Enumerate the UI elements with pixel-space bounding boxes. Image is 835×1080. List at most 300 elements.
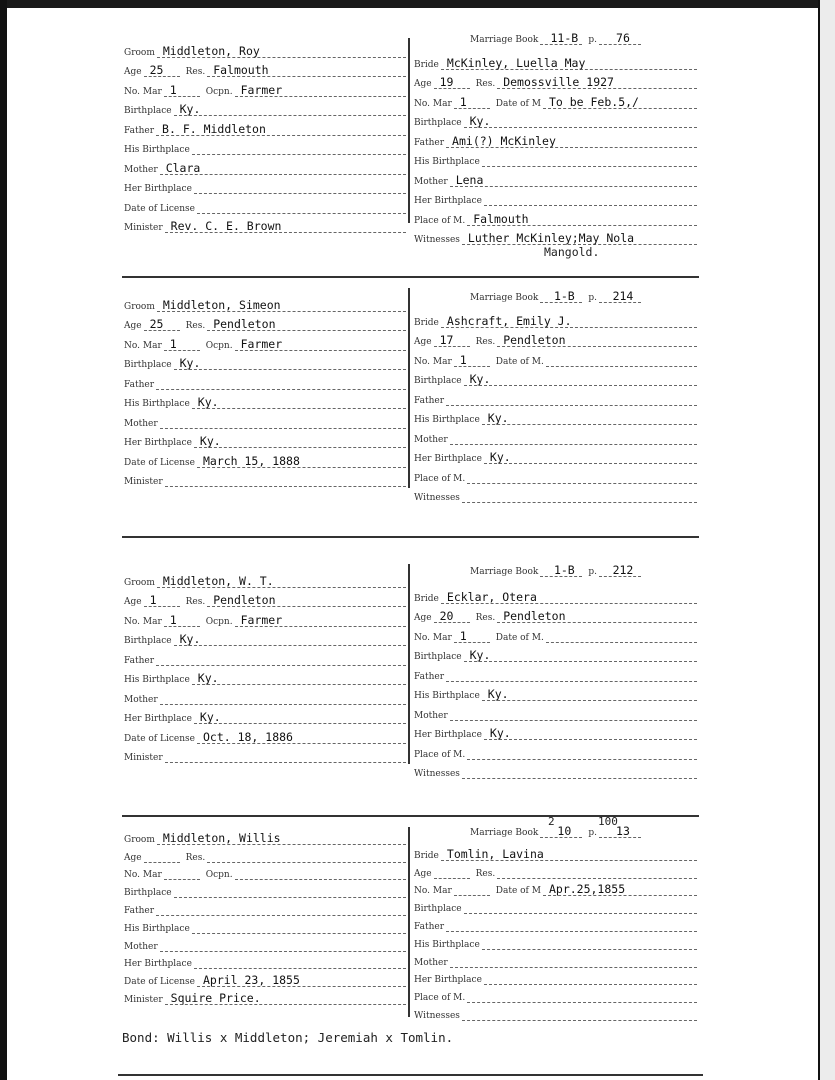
form-row xyxy=(414,740,697,760)
minister-label: Minister xyxy=(124,223,163,233)
minister-value xyxy=(165,486,406,487)
form-row xyxy=(124,77,406,97)
mother-label: Mother xyxy=(124,164,158,175)
birthplace-label: Birthplace xyxy=(414,904,462,915)
date-of-license-label: Date of License xyxy=(124,457,195,468)
groom-label: Groom xyxy=(124,47,155,58)
birthplace-value: Ky. xyxy=(174,103,406,116)
bond-note: Bond: Willis x Middleton; Jeremiah x Tomlin. xyxy=(122,1030,454,1045)
form-row xyxy=(124,312,406,332)
witnesses-value xyxy=(462,502,697,503)
mother-label: Mother xyxy=(414,957,448,968)
form-row xyxy=(124,705,406,725)
witnesses-value: Luther McKinley;May Nola xyxy=(462,232,697,245)
form-row xyxy=(414,386,697,406)
father-value xyxy=(156,665,406,666)
birthplace-label: Birthplace xyxy=(124,636,172,646)
res-label: Res. xyxy=(185,852,206,863)
date-of-m-value xyxy=(546,642,697,643)
res-value: Pendleton xyxy=(497,610,697,623)
column-divider xyxy=(408,288,410,488)
bottom-rule xyxy=(118,1074,703,1076)
date-of-license-value: Oct. 18, 1886 xyxy=(197,731,406,744)
date-of-m-value xyxy=(546,366,697,367)
father-value: B. F. Middleton xyxy=(156,123,406,136)
bride-value: Ecklar, Otera xyxy=(441,591,697,604)
witnesses-value xyxy=(462,1020,697,1021)
form-row xyxy=(124,827,406,845)
no-mar-label: No. Mar xyxy=(414,356,452,367)
date-of-license-label: Date of License xyxy=(124,977,195,988)
her-birthplace-label: Her Birthplace xyxy=(414,975,482,986)
father-value xyxy=(446,405,697,406)
res-value xyxy=(207,862,406,863)
father-value xyxy=(446,681,697,682)
date-of-license-label: Date of License xyxy=(124,203,195,214)
form-row xyxy=(414,308,697,328)
form-row xyxy=(124,116,406,136)
marriage-book-value: 1-B xyxy=(540,290,582,303)
form-row xyxy=(414,50,697,70)
form-row xyxy=(124,969,406,987)
date-of-m-label: Date of M xyxy=(495,886,541,897)
page-label: p. xyxy=(588,567,597,577)
form-row xyxy=(414,968,697,986)
field-list xyxy=(414,843,697,1021)
page-label: p. xyxy=(588,35,597,45)
groom-value: Middleton, Simeon xyxy=(157,299,406,312)
ocpn-value: Farmer xyxy=(235,614,406,627)
age-label: Age xyxy=(124,597,142,607)
her-birthplace-label: Her Birthplace xyxy=(124,959,192,970)
date-of-m-label: Date of M xyxy=(495,98,541,109)
page-value: 13 xyxy=(599,825,641,838)
form-row xyxy=(414,950,697,968)
his-birthplace-label: His Birthplace xyxy=(414,415,480,425)
place-of-m-value xyxy=(467,1002,697,1003)
form-row xyxy=(124,292,406,312)
form-row xyxy=(414,604,697,624)
field-list xyxy=(124,568,406,763)
age-value: 1 xyxy=(144,594,180,607)
minister-label: Minister xyxy=(124,753,163,763)
birthplace-value: Ky. xyxy=(174,357,406,370)
form-row xyxy=(414,896,697,914)
form-row xyxy=(414,89,697,109)
her-birthplace-value: Ky. xyxy=(194,435,406,448)
card-top-rule xyxy=(122,276,699,278)
marriage-book-row xyxy=(414,32,697,45)
date-of-m-label: Date of M. xyxy=(495,632,544,643)
page-label: p. xyxy=(588,828,597,838)
his-birthplace-label: His Birthplace xyxy=(414,157,480,167)
bride-label: Bride xyxy=(414,317,439,328)
record-card xyxy=(118,28,703,278)
form-row xyxy=(124,916,406,934)
form-row xyxy=(414,226,697,246)
her-birthplace-label: Her Birthplace xyxy=(124,184,192,194)
field-list xyxy=(124,292,406,487)
form-row xyxy=(124,155,406,175)
birthplace-value xyxy=(174,897,406,898)
witnesses-label: Witnesses xyxy=(414,493,460,503)
birthplace-label: Birthplace xyxy=(414,376,462,386)
bride-label: Bride xyxy=(414,593,439,604)
no-mar-label: No. Mar xyxy=(414,98,452,109)
witnesses-value xyxy=(462,778,697,779)
res-value: Pendleton xyxy=(497,334,697,347)
form-row xyxy=(414,187,697,207)
bride-column xyxy=(414,31,697,259)
page-label: p. xyxy=(588,293,597,303)
date-of-m-value: Apr.25,1855 xyxy=(543,883,697,896)
marriage-book-label: Marriage Book xyxy=(470,35,539,45)
groom-label: Groom xyxy=(124,834,155,845)
mother-label: Mother xyxy=(124,418,158,429)
form-row xyxy=(414,109,697,129)
his-birthplace-label: His Birthplace xyxy=(414,939,480,950)
her-birthplace-label: Her Birthplace xyxy=(414,730,482,740)
res-label: Res. xyxy=(185,67,206,77)
page-value: 76 xyxy=(599,32,641,45)
form-row xyxy=(124,863,406,881)
form-row xyxy=(414,445,697,465)
father-label: Father xyxy=(414,137,445,148)
form-row xyxy=(124,370,406,390)
birthplace-value xyxy=(464,913,697,914)
mother-label: Mother xyxy=(124,941,158,952)
his-birthplace-value xyxy=(192,154,406,155)
his-birthplace-value xyxy=(482,166,697,167)
father-value xyxy=(156,915,406,916)
his-birthplace-label: His Birthplace xyxy=(124,923,190,934)
age-value: 25 xyxy=(144,318,180,331)
column-divider xyxy=(408,827,410,1017)
form-row xyxy=(414,701,697,721)
birthplace-label: Birthplace xyxy=(414,118,462,128)
form-row xyxy=(124,588,406,608)
date-of-m-value: To be Feb.5,/ xyxy=(543,96,697,109)
place-of-m-label: Place of M. xyxy=(414,993,466,1004)
place-of-m-value xyxy=(467,483,697,484)
form-row xyxy=(124,987,406,1005)
res-value xyxy=(497,878,697,879)
mother-label: Mother xyxy=(414,434,448,445)
res-label: Res. xyxy=(475,79,496,89)
place-of-m-label: Place of M. xyxy=(414,473,466,484)
his-birthplace-value: Ky. xyxy=(482,412,697,425)
father-value xyxy=(156,389,406,390)
bride-label: Bride xyxy=(414,59,439,70)
bride-label: Bride xyxy=(414,850,439,861)
marriage-book-label: Marriage Book xyxy=(470,293,539,303)
birthplace-value: Ky. xyxy=(464,115,697,128)
form-row xyxy=(414,406,697,426)
place-of-m-label: Place of M. xyxy=(414,215,466,226)
his-birthplace-label: His Birthplace xyxy=(124,399,190,409)
minister-label: Minister xyxy=(124,994,163,1005)
his-birthplace-label: His Birthplace xyxy=(124,145,190,155)
birthplace-value: Ky. xyxy=(174,633,406,646)
birthplace-value: Ky. xyxy=(464,373,697,386)
date-of-m-label: Date of M. xyxy=(495,356,544,367)
form-row xyxy=(124,685,406,705)
age-value: 19 xyxy=(434,76,470,89)
field-list xyxy=(124,827,406,1005)
age-label: Age xyxy=(414,79,432,89)
ocpn-value: Farmer xyxy=(235,338,406,351)
mother-label: Mother xyxy=(414,710,448,721)
bride-value: Ashcraft, Emily J. xyxy=(441,315,697,328)
her-birthplace-value xyxy=(484,205,697,206)
marriage-book-label: Marriage Book xyxy=(470,567,539,577)
mother-value: Clara xyxy=(160,162,406,175)
mother-label: Mother xyxy=(414,176,448,187)
form-row xyxy=(414,843,697,861)
groom-value: Middleton, W. T. xyxy=(157,575,406,588)
no-mar-label: No. Mar xyxy=(124,870,162,881)
no-mar-value: 1 xyxy=(454,630,490,643)
witnesses-continuation: Mangold. xyxy=(544,245,600,259)
mother-value: Lena xyxy=(450,174,697,187)
no-mar-value: 1 xyxy=(164,614,200,627)
age-label: Age xyxy=(414,613,432,623)
no-mar-label: No. Mar xyxy=(414,886,452,897)
father-label: Father xyxy=(124,905,155,916)
column-divider xyxy=(408,564,410,764)
groom-column xyxy=(124,38,406,233)
form-row xyxy=(414,861,697,879)
father-value: Ami(?) McKinley xyxy=(446,135,697,148)
father-label: Father xyxy=(414,395,445,406)
ocpn-label: Ocpn. xyxy=(205,340,233,351)
form-row xyxy=(414,70,697,90)
marriage-book-row xyxy=(414,564,697,577)
column-divider xyxy=(408,38,410,223)
form-row xyxy=(124,568,406,588)
form-row xyxy=(124,390,406,410)
form-row xyxy=(124,744,406,764)
mother-value xyxy=(450,967,697,968)
res-value: Pendleton xyxy=(207,594,406,607)
age-label: Age xyxy=(124,67,142,77)
date-of-license-label: Date of License xyxy=(124,733,195,744)
form-row xyxy=(124,666,406,686)
form-row xyxy=(414,425,697,445)
groom-value: Middleton, Roy xyxy=(157,45,406,58)
form-row xyxy=(124,331,406,351)
form-row xyxy=(414,643,697,663)
father-value xyxy=(446,931,697,932)
his-birthplace-value: Ky. xyxy=(192,396,406,409)
no-mar-value xyxy=(164,879,200,880)
his-birthplace-value: Ky. xyxy=(192,672,406,685)
marriage-book-row xyxy=(414,290,697,303)
age-value: 17 xyxy=(434,334,470,347)
form-row xyxy=(124,607,406,627)
her-birthplace-value: Ky. xyxy=(194,711,406,724)
mother-value xyxy=(160,951,406,952)
field-list xyxy=(414,50,697,245)
age-label: Age xyxy=(414,868,432,879)
res-label: Res. xyxy=(185,597,206,607)
her-birthplace-value: Ky. xyxy=(484,727,697,740)
no-mar-value: 1 xyxy=(164,84,200,97)
form-row xyxy=(124,194,406,214)
no-mar-label: No. Mar xyxy=(124,86,162,97)
mother-value xyxy=(450,444,697,445)
res-value: Falmouth xyxy=(207,64,406,77)
ocpn-label: Ocpn. xyxy=(205,86,233,97)
place-of-m-label: Place of M. xyxy=(414,749,466,760)
bride-value: McKinley, Luella May xyxy=(441,57,697,70)
witnesses-label: Witnesses xyxy=(414,1010,460,1021)
form-row xyxy=(414,148,697,168)
birthplace-label: Birthplace xyxy=(124,360,172,370)
age-value xyxy=(434,878,470,879)
father-label: Father xyxy=(124,125,155,136)
no-mar-value: 1 xyxy=(164,338,200,351)
her-birthplace-label: Her Birthplace xyxy=(414,196,482,206)
ocpn-label: Ocpn. xyxy=(205,870,233,881)
scan-margin xyxy=(820,0,835,1080)
form-row xyxy=(124,898,406,916)
form-row xyxy=(414,760,697,780)
date-of-license-value: March 15, 1888 xyxy=(197,455,406,468)
form-row xyxy=(414,347,697,367)
record-card xyxy=(118,536,703,786)
marriage-book-value: 1-B xyxy=(540,564,582,577)
card-top-rule xyxy=(122,536,699,538)
no-mar-value: 1 xyxy=(454,96,490,109)
form-row xyxy=(124,409,406,429)
field-list xyxy=(124,38,406,233)
marriage-book-superscript: 2 xyxy=(548,815,555,828)
date-of-license-value: April 23, 1855 xyxy=(197,974,406,987)
minister-value: Rev. C. E. Brown xyxy=(165,220,406,233)
form-row xyxy=(414,584,697,604)
form-row xyxy=(124,97,406,117)
place-of-m-value: Falmouth xyxy=(467,213,697,226)
form-row xyxy=(124,448,406,468)
no-mar-value xyxy=(454,895,490,896)
form-row xyxy=(414,662,697,682)
father-label: Father xyxy=(414,921,445,932)
form-row xyxy=(414,879,697,897)
form-row xyxy=(414,985,697,1003)
birthplace-label: Birthplace xyxy=(124,888,172,899)
res-value: Demossville 1927 xyxy=(497,76,697,89)
form-row xyxy=(414,128,697,148)
groom-value: Middleton, Willis xyxy=(157,832,406,845)
date-of-license-value xyxy=(197,213,406,214)
age-value: 25 xyxy=(144,64,180,77)
age-value: 20 xyxy=(434,610,470,623)
form-row xyxy=(414,328,697,348)
res-value: Pendleton xyxy=(207,318,406,331)
mother-value xyxy=(160,428,406,429)
age-value xyxy=(144,862,180,863)
form-row xyxy=(124,58,406,78)
form-row xyxy=(124,646,406,666)
marriage-book-row xyxy=(414,815,697,838)
marriage-book-value: 11-B xyxy=(540,32,582,45)
form-row xyxy=(124,351,406,371)
minister-value: Squire Price. xyxy=(165,992,406,1005)
mother-value xyxy=(450,720,697,721)
scan-top-edge xyxy=(0,0,835,8)
page-superscript: 100 xyxy=(598,815,618,828)
form-row xyxy=(414,167,697,187)
form-row xyxy=(414,932,697,950)
mother-value xyxy=(160,704,406,705)
form-row xyxy=(414,623,697,643)
his-birthplace-label: His Birthplace xyxy=(124,675,190,685)
marriage-book-value: 10 xyxy=(540,825,582,838)
res-label: Res. xyxy=(475,337,496,347)
no-mar-label: No. Mar xyxy=(124,616,162,627)
form-row xyxy=(124,468,406,488)
form-row xyxy=(414,914,697,932)
age-label: Age xyxy=(124,321,142,331)
res-label: Res. xyxy=(185,321,206,331)
minister-value xyxy=(165,762,406,763)
her-birthplace-label: Her Birthplace xyxy=(124,438,192,448)
form-row xyxy=(124,38,406,58)
marriage-book-label: Marriage Book xyxy=(470,828,539,838)
page-value: 214 xyxy=(599,290,641,303)
scan-left-edge xyxy=(0,0,7,1080)
witnesses-label: Witnesses xyxy=(414,235,460,245)
birthplace-value: Ky. xyxy=(464,649,697,662)
her-birthplace-label: Her Birthplace xyxy=(414,454,482,464)
form-row xyxy=(124,845,406,863)
form-row xyxy=(124,175,406,195)
record-card xyxy=(118,276,703,526)
age-label: Age xyxy=(124,852,142,863)
form-row xyxy=(124,627,406,647)
her-birthplace-value xyxy=(484,984,697,985)
no-mar-label: No. Mar xyxy=(124,340,162,351)
form-row xyxy=(124,429,406,449)
ocpn-value xyxy=(235,879,406,880)
record-card xyxy=(118,815,703,1065)
witnesses-label: Witnesses xyxy=(414,769,460,779)
form-row xyxy=(414,721,697,741)
his-birthplace-label: His Birthplace xyxy=(414,691,480,701)
res-label: Res. xyxy=(475,613,496,623)
her-birthplace-value xyxy=(194,193,406,194)
father-label: Father xyxy=(124,655,155,666)
form-row xyxy=(414,484,697,504)
form-row xyxy=(414,1003,697,1021)
her-birthplace-label: Her Birthplace xyxy=(124,714,192,724)
no-mar-label: No. Mar xyxy=(414,632,452,643)
form-row xyxy=(124,880,406,898)
groom-column xyxy=(124,568,406,763)
page-value: 212 xyxy=(599,564,641,577)
groom-label: Groom xyxy=(124,577,155,588)
birthplace-label: Birthplace xyxy=(124,106,172,116)
form-row xyxy=(124,214,406,234)
his-birthplace-value: Ky. xyxy=(482,688,697,701)
groom-label: Groom xyxy=(124,301,155,312)
mother-label: Mother xyxy=(124,694,158,705)
place-of-m-value xyxy=(467,759,697,760)
field-list xyxy=(414,308,697,503)
form-row xyxy=(414,682,697,702)
bride-column xyxy=(414,289,697,503)
